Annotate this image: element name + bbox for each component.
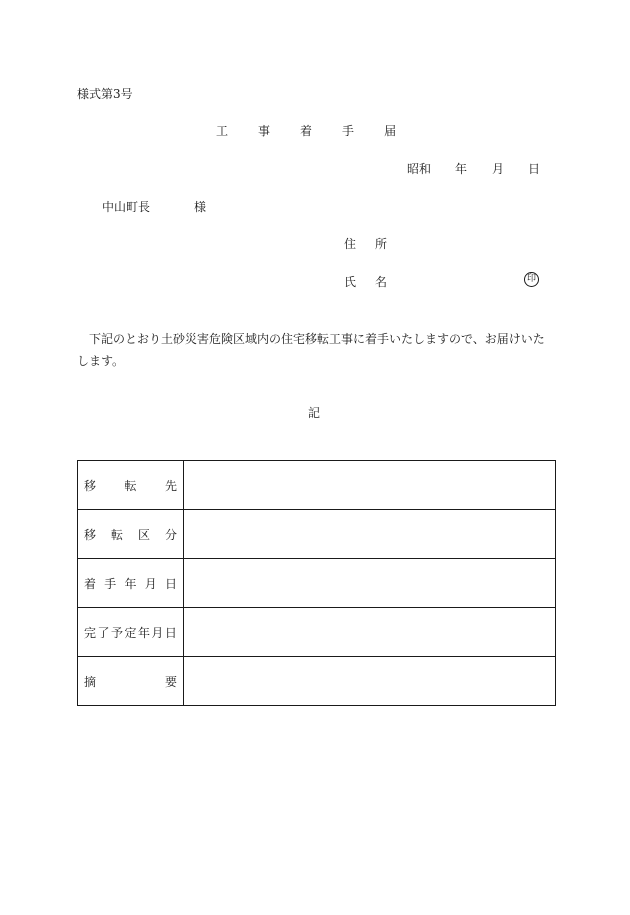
row-value-field[interactable] [184, 510, 556, 559]
row-label [78, 657, 184, 706]
row-value-field[interactable] [184, 461, 556, 510]
label-char: 予 [110, 625, 123, 640]
label-char: 月 [151, 625, 164, 640]
record-table [77, 460, 556, 706]
date-day: 日 [528, 162, 541, 176]
record-heading: 記 [308, 406, 321, 420]
seal-mark: 印 [524, 272, 539, 287]
table-row [78, 461, 556, 510]
address-label [344, 235, 387, 252]
title-char: 事 [258, 124, 271, 138]
date-era: 昭和 [407, 162, 432, 176]
label-char: 要 [164, 674, 177, 689]
addressee-name: 中山町長 [102, 200, 151, 214]
title-char: 届 [384, 124, 397, 138]
label-char: 定 [124, 625, 137, 640]
row-label [78, 461, 184, 510]
date-year: 年 [455, 162, 468, 176]
name-label-char: 名 [375, 275, 388, 289]
label-char: 完 [84, 625, 97, 640]
label-char: 移 [84, 527, 97, 542]
label-char: 手 [104, 576, 117, 591]
title-char: 工 [216, 124, 229, 138]
date-month: 月 [492, 162, 505, 176]
label-char: 月 [144, 576, 157, 591]
table-row [78, 510, 556, 559]
label-char: 転 [110, 527, 123, 542]
title-char: 手 [342, 124, 355, 138]
row-label-chars [84, 526, 177, 543]
name-label [344, 273, 387, 290]
row-label-chars [84, 624, 177, 641]
label-char: 転 [124, 478, 137, 493]
row-value-field[interactable] [184, 559, 556, 608]
row-label [78, 608, 184, 657]
label-char: 移 [84, 478, 97, 493]
row-label-chars [84, 477, 177, 494]
table-row [78, 608, 556, 657]
label-char: 年 [137, 625, 150, 640]
addressee [102, 198, 206, 215]
date-line [407, 160, 540, 177]
row-value-field[interactable] [184, 608, 556, 657]
document-title [216, 122, 426, 139]
label-char: 摘 [84, 674, 97, 689]
row-label-chars [84, 673, 177, 690]
label-char: 着 [84, 576, 97, 591]
row-value-field[interactable] [184, 657, 556, 706]
label-char: 日 [164, 576, 177, 591]
label-char: 了 [97, 625, 110, 640]
row-label [78, 559, 184, 608]
addressee-honorific: 様 [194, 200, 207, 214]
title-char: 着 [300, 124, 313, 138]
label-char: 年 [124, 576, 137, 591]
name-label-char: 氏 [344, 275, 357, 289]
label-char: 日 [164, 625, 177, 640]
table-row [78, 559, 556, 608]
table-row [78, 657, 556, 706]
form-number: 様式第3号 [77, 87, 133, 101]
row-label [78, 510, 184, 559]
address-label-char: 所 [375, 237, 388, 251]
body-text: 下記のとおり土砂災害危険区域内の住宅移転工事に着手いたしますので、お届けいたします。 [77, 332, 545, 368]
label-char: 分 [164, 527, 177, 542]
label-char: 区 [137, 527, 150, 542]
label-char: 先 [164, 478, 177, 493]
address-label-char: 住 [344, 237, 357, 251]
row-label-chars [84, 575, 177, 592]
